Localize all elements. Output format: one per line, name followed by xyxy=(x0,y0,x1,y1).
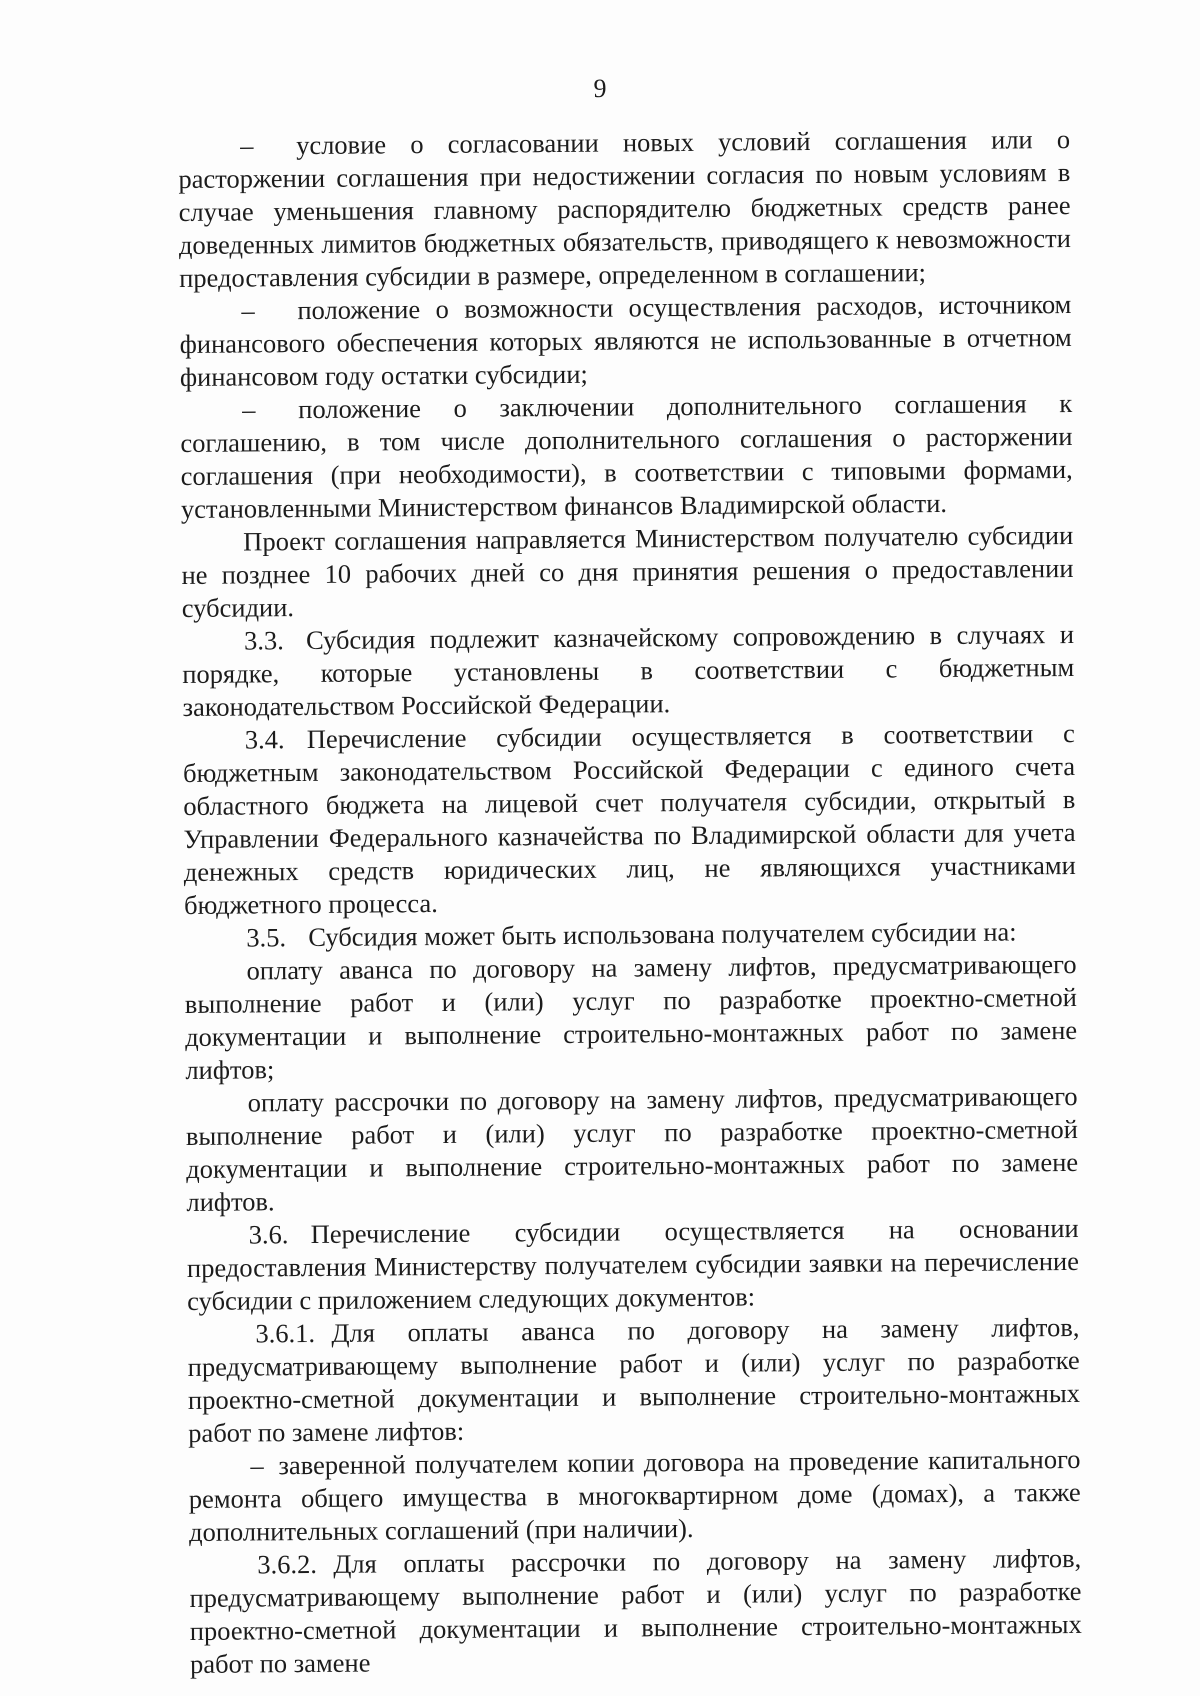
clause-number: 3.6. xyxy=(248,1219,289,1250)
document-body xyxy=(178,123,1082,1681)
paragraph-text: Проект соглашения направляется Министерством получателю субсидии не позднее 10 рабочих дней со дня принятия решения о предоставлении субсидии. xyxy=(181,519,1074,623)
clause-number: 3.6.2. xyxy=(257,1548,318,1580)
clause-number: 3.4. xyxy=(244,724,285,755)
paragraph-text: Перечисление субсидии осуществляется в соответствии с бюджетным законодательством Российской Федерации с единого счета областного бюджета на лицевой счет получателя субсидии, открытый в Управлении Федерального казначейства по Владимирской области для учета денежных средств юридических лиц, не являющихся участниками бюджетного процесса. xyxy=(182,717,1076,920)
list-dash: – xyxy=(240,130,254,161)
paragraph-additional-agreement xyxy=(180,387,1073,526)
paragraph-certified-copy xyxy=(188,1443,1081,1549)
paragraph-text: оплату рассрочки по договору на замену лифтов, предусматривающего выполнение работ и (или) услуг по разработке проектно-сметной документации и выполнение строительно-монтажных работ по замене лифтов. xyxy=(185,1080,1079,1217)
paragraph-text: Субсидия может быть использована получателем субсидии на: xyxy=(308,916,1017,953)
paragraph-text: положение о заключении дополнительного соглашения к соглашению, в том числе дополнительного соглашения о расторжении соглашения (при необходимости), в соответствии с типовыми формами, установленными Министерством финансов Владимирской области. xyxy=(180,387,1073,524)
list-dash: – xyxy=(241,295,255,326)
paragraph-text: оплату аванса по договору на замену лифтов, предусматривающего выполнение работ и (или) услуг по разработке проектно-сметной документации и выполнение строительно-монтажных работ по замене лифтов; xyxy=(184,948,1078,1085)
clause-number: 3.3. xyxy=(243,625,284,656)
paragraph-advance-payment xyxy=(184,948,1077,1087)
paragraph-remaining-subsidy xyxy=(179,288,1072,394)
paragraph-text: положение о возможности осуществления расходов, источником финансового обеспечения которых являются не использованные в отчетном финансовом году остатки субсидии; xyxy=(179,288,1072,392)
paragraph-3-6-1 xyxy=(187,1311,1080,1450)
paragraph-text: условие о согласовании новых условий соглашения или о расторжении соглашения при недостижении согласия по новым условиям в случае уменьшения главному распорядителю бюджетных средств ранее доведенных лимитов бюджетных обязательств, приводящего к невозможности предоставления субсидии в размере, определенном в соглашении; xyxy=(178,123,1071,293)
paragraph-condition-new-terms xyxy=(178,123,1071,295)
paragraph-text: Для оплаты аванса по договору на замену лифтов, предусматривающему выполнение работ и (или) услуг по разработке проектно-сметной документации и выполнение строительно-монтажных работ по замене лифтов: xyxy=(187,1311,1081,1448)
paragraph-text: Перечисление субсидии осуществляется на основании предоставления Министерству получателем субсидии заявки на перечисление субсидии с приложением следующих документов: xyxy=(186,1212,1080,1316)
paragraph-3-4 xyxy=(183,717,1077,922)
list-dash: – xyxy=(250,1450,264,1481)
paragraph-draft-agreement xyxy=(181,519,1074,625)
list-dash: – xyxy=(242,394,256,425)
paragraph-text: Субсидия подлежит казначейскому сопровождению в случаях и порядке, которые установлены в соответствии с бюджетным законодательством Российской Федерации. xyxy=(182,618,1075,722)
paragraph-3-6 xyxy=(187,1212,1080,1318)
page-number: 9 xyxy=(593,74,607,103)
paragraph-text: заверенной получателем копии договора на проведение капитального ремонта общего имущества в многоквартирном доме (домах), а также дополнительных соглашений (при наличии). xyxy=(188,1443,1081,1547)
paragraph-text: Для оплаты рассрочки по договору на замену лифтов, предусматривающему выполнение работ и (или) услуг по разработке проектно-сметной документации и выполнение строительно-монтажных работ по замене xyxy=(189,1542,1082,1679)
paragraph-3-6-2 xyxy=(189,1542,1082,1681)
clause-number: 3.6.1. xyxy=(255,1317,316,1349)
paragraph-3-3 xyxy=(182,618,1075,724)
paragraph-installment-payment xyxy=(186,1080,1079,1219)
clause-number: 3.5. xyxy=(246,922,287,953)
